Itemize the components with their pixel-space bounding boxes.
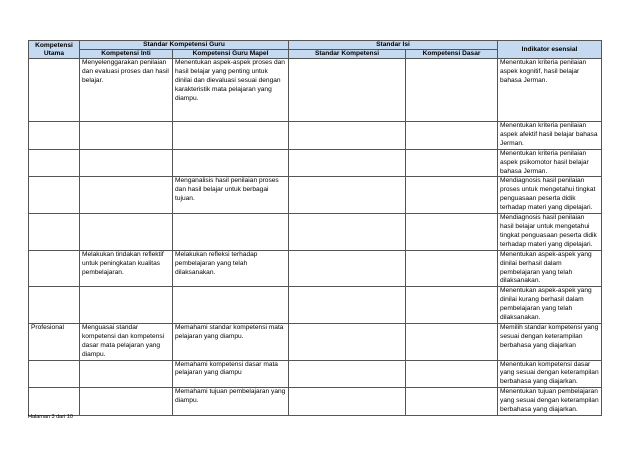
cell-standar-kompetensi	[289, 177, 406, 214]
header-kompetensi-guru-mapel: Kompetensi Guru Mapel	[173, 50, 289, 59]
cell-kompetensi-dasar	[406, 360, 498, 388]
header-standar-kompetensi-guru: Standar Kompetensi Guru	[80, 41, 289, 50]
table-row	[29, 388, 602, 416]
cell-standar-kompetensi	[289, 323, 406, 360]
cell-utama	[29, 149, 80, 177]
cell-mapel: Menentukan aspek-aspek proses dan hasil belajar yang penting untuk dinilai dan dievaluasi sesuai dengan karakteristik mata pelajaran yang diampu.	[173, 59, 289, 122]
cell-inti	[80, 360, 173, 388]
table-row	[29, 177, 602, 214]
cell-kompetensi-dasar	[406, 323, 498, 360]
cell-indikator: Menentukan aspek-aspek yang dinilai berhasil dalam pembelajaran yang telah dilaksanakan.	[498, 250, 602, 287]
cell-mapel: Memahami tujuan pembelajaran yang diampu.	[173, 388, 289, 416]
cell-mapel	[173, 122, 289, 150]
cell-standar-kompetensi	[289, 214, 406, 251]
cell-inti: Menyelenggarakan penilaian dan evaluasi proses dan hasil belajar.	[80, 59, 173, 122]
table-row	[29, 149, 602, 177]
table-row	[29, 360, 602, 388]
cell-mapel: Melakukan refleksi terhadap pembelajaran yang telah dilaksanakan.	[173, 250, 289, 287]
cell-utama	[29, 360, 80, 388]
cell-inti	[80, 122, 173, 150]
cell-standar-kompetensi	[289, 388, 406, 416]
cell-standar-kompetensi	[289, 250, 406, 287]
cell-utama	[29, 59, 80, 122]
cell-utama	[29, 214, 80, 251]
page-footer: Halaman 3 dari 10	[28, 414, 73, 420]
cell-utama	[29, 287, 80, 324]
cell-inti	[80, 149, 173, 177]
cell-utama	[29, 250, 80, 287]
cell-indikator: Menentukan kriteria penilaian aspek kognitif, hasil belajar bahasa Jerman.	[498, 59, 602, 122]
cell-indikator: Menentukan tujuan pembelajaran yang sesuai dengan keterampilan berbahasa yang diajarkan.	[498, 388, 602, 416]
table-row	[29, 122, 602, 150]
cell-inti: Menguasai standar kompetensi dan kompetensi dasar mata pelajaran yang diampu.	[80, 323, 173, 360]
cell-inti	[80, 287, 173, 324]
header-kompetensi-utama: Kompetensi Utama	[29, 41, 80, 59]
cell-indikator: Menentukan kompetensi dasar yang sesuai dengan keterampilan berbahasa yang diajarkan.	[498, 360, 602, 388]
cell-mapel: Menganalisis hasil penilaian proses dan hasil belajar untuk berbagai tujuan.	[173, 177, 289, 214]
cell-standar-kompetensi	[289, 122, 406, 150]
cell-mapel	[173, 287, 289, 324]
cell-indikator: Menentukan aspek-aspek yang dinilai kurang berhasil dalam pembelajaran yang telah dilaksanakan.	[498, 287, 602, 324]
header-standar-isi: Standar Isi	[289, 41, 498, 50]
cell-kompetensi-dasar	[406, 287, 498, 324]
cell-utama	[29, 177, 80, 214]
cell-kompetensi-dasar	[406, 250, 498, 287]
header-row-1	[29, 41, 602, 50]
cell-inti	[80, 177, 173, 214]
cell-indikator: Memilih standar kompetensi yang sesuai dengan keterampilan berbahasa yang diajarkan	[498, 323, 602, 360]
competency-table	[28, 40, 602, 416]
table-row	[29, 250, 602, 287]
cell-standar-kompetensi	[289, 360, 406, 388]
cell-indikator: Mendiagnosis hasil penilaian hasil belajar untuk mengetahui tingkat penguasaan peserta didik terhadap materi yang dipelajari.	[498, 214, 602, 251]
header-indikator-esensial: Indikator esensial	[498, 41, 602, 59]
cell-kompetensi-dasar	[406, 59, 498, 122]
cell-kompetensi-dasar	[406, 214, 498, 251]
table-row	[29, 214, 602, 251]
cell-kompetensi-dasar	[406, 149, 498, 177]
cell-mapel: Memahami kompetensi dasar mata pelajaran yang diampu	[173, 360, 289, 388]
header-kompetensi-inti: Kompetensi Inti	[80, 50, 173, 59]
cell-inti	[80, 388, 173, 416]
cell-standar-kompetensi	[289, 287, 406, 324]
cell-indikator: Menentukan kriteria penilaian aspek afektif hasil belajar bahasa Jerman.	[498, 122, 602, 150]
cell-kompetensi-dasar	[406, 388, 498, 416]
cell-mapel	[173, 214, 289, 251]
header-standar-kompetensi: Standar Kompetensi	[289, 50, 406, 59]
cell-inti	[80, 214, 173, 251]
table-row	[29, 59, 602, 122]
cell-standar-kompetensi	[289, 149, 406, 177]
table-row	[29, 323, 602, 360]
cell-standar-kompetensi	[289, 59, 406, 122]
header-kompetensi-dasar: Kompetensi Dasar	[406, 50, 498, 59]
cell-utama: Profesional	[29, 323, 80, 360]
cell-kompetensi-dasar	[406, 122, 498, 150]
cell-utama	[29, 388, 80, 416]
cell-indikator: Mendiagnosis hasil penilaian proses untuk mengetahui tingkat penguasaan peserta didik terhadap materi yang dipelajari.	[498, 177, 602, 214]
cell-inti: Melakukan tindakan reflektif untuk peningkatan kualitas pembelajaran.	[80, 250, 173, 287]
cell-kompetensi-dasar	[406, 177, 498, 214]
table-row	[29, 287, 602, 324]
cell-utama	[29, 122, 80, 150]
cell-indikator: Menentukan kriteria penilaian aspek psikomotor hasil belajar bahasa Jerman.	[498, 149, 602, 177]
cell-mapel	[173, 149, 289, 177]
cell-mapel: Memahami standar kompetensi mata pelajaran yang diampu.	[173, 323, 289, 360]
